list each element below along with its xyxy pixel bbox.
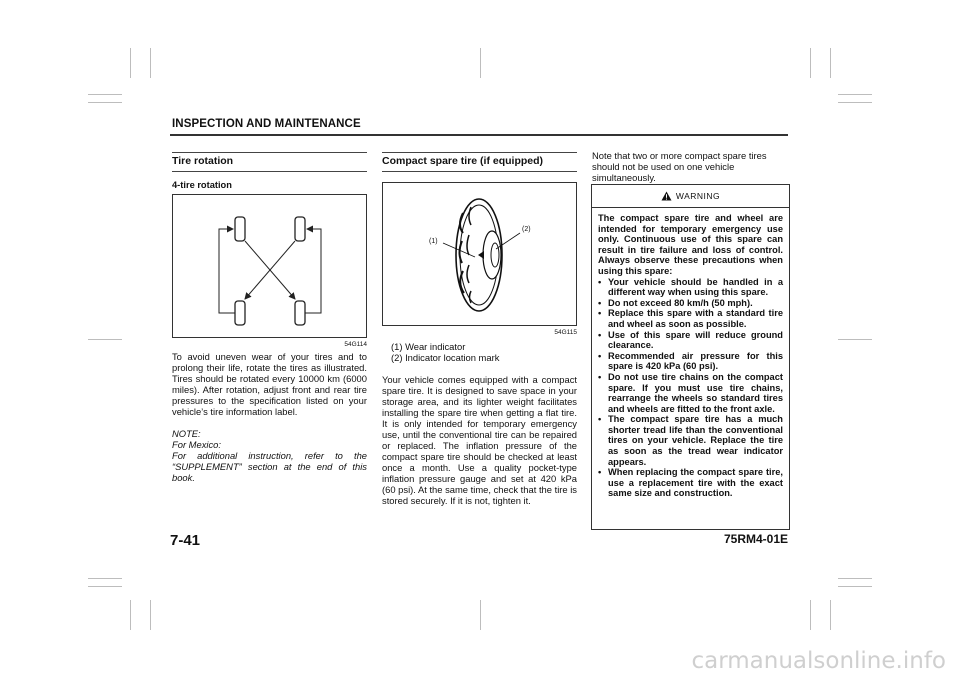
callout-1: (1) <box>429 238 438 245</box>
warning-item: • Recommended air pressure for this spare is 420 kPa (60 psi). <box>598 351 783 372</box>
tire-rotation-figure <box>172 194 367 338</box>
front-left-tire <box>235 217 245 241</box>
note-label: NOTE: <box>172 428 201 439</box>
callout-2: (2) <box>522 226 531 233</box>
figure-code: 54G114 <box>344 341 367 348</box>
tire-rotation-diagram <box>173 195 366 337</box>
intro-text: Note that two or more compact spare tires should not be used on one vehicle simultaneously. <box>592 150 767 183</box>
legend-item: (2) Indicator location mark <box>391 352 500 363</box>
note-line: For additional instruction, refer to the “SUPPLEMENT” section at the end of this book. <box>172 450 367 483</box>
warning-intro: The compact spare tire and wheel are intended for temporary emergency use only. Continuous use of this spare can result in tire failure and loss of control. Always observe these precautions when using this spare: <box>598 213 783 276</box>
warning-box <box>591 184 790 530</box>
warning-header <box>592 185 789 208</box>
warning-item: • The compact spare tire has a much shorter tread life than the conventional tires on your vehicle. Replace the tire as soon as the tread wear indicator appears. <box>598 414 783 467</box>
right-column <box>592 150 788 183</box>
compact-spare-figure <box>382 182 577 326</box>
warning-item: • Your vehicle should be handled in a different way when using this spare. <box>598 277 783 298</box>
warning-label: WARNING <box>675 191 721 201</box>
warning-item: • When replacing the compact spare tire, use a replacement tire with the exact same size and construction. <box>598 467 783 499</box>
warning-item: • Do not exceed 80 km/h (50 mph). <box>598 298 783 309</box>
body-text: To avoid uneven wear of your tires and to prolong their life, rotate the tires as illustrated. Tires should be rotated every 10000 km (6000 miles). After rotation, adjust front and rear tire pressures to the specification listed on your vehicle’s tire information label. <box>172 351 367 417</box>
middle-column <box>382 152 577 506</box>
front-right-tire <box>295 217 305 241</box>
warning-item: • Use of this spare will reduce ground clearance. <box>598 330 783 351</box>
spare-tire-diagram <box>383 183 576 325</box>
page-number: 7-41 <box>170 532 201 549</box>
subhead-4-tire-rotation: 4-tire rotation <box>172 180 232 190</box>
page-header: INSPECTION AND MAINTENANCE <box>172 118 361 130</box>
document-code: 75RM4-01E <box>723 532 788 546</box>
legend-item: (1) Wear indicator <box>391 341 466 352</box>
left-column <box>172 152 367 483</box>
rear-right-tire <box>295 301 305 325</box>
section-title-tire-rotation: Tire rotation <box>172 152 367 172</box>
section-title-compact-spare: Compact spare tire (if equipped) <box>382 152 577 172</box>
note <box>172 428 367 483</box>
warning-list <box>598 277 783 499</box>
figure-code: 54G115 <box>554 329 577 336</box>
rear-left-tire <box>235 301 245 325</box>
watermark: carmanualsonline.info <box>691 648 946 674</box>
header-rule <box>170 134 788 136</box>
warning-item: • Replace this spare with a standard tire and wheel as soon as possible. <box>598 308 783 329</box>
warning-body <box>592 208 789 499</box>
note-line: For Mexico: <box>172 439 221 450</box>
warning-item: • Do not use tire chains on the compact spare. If you must use tire chains, rearrange the wheels so standard tires and wheels are fitted to the front axle. <box>598 372 783 414</box>
figure-legend <box>382 341 577 363</box>
body-text: Your vehicle comes equipped with a compact spare tire. It is designed to save space in your storage area, and its lighter weight facilitates installing the spare tire when getting a flat tire. It is only intended for temporary emergency use, until the conventional tire can be repaired or replaced. The inflation pressure of the compact spare tire should be checked at least once a month. Use a quality pocket-type inflation pressure gauge and set at 420 kPa (60 psi). At the same time, check that the tire is stored securely. If it is not, tighten it. <box>382 374 577 506</box>
warning-icon <box>661 191 672 201</box>
